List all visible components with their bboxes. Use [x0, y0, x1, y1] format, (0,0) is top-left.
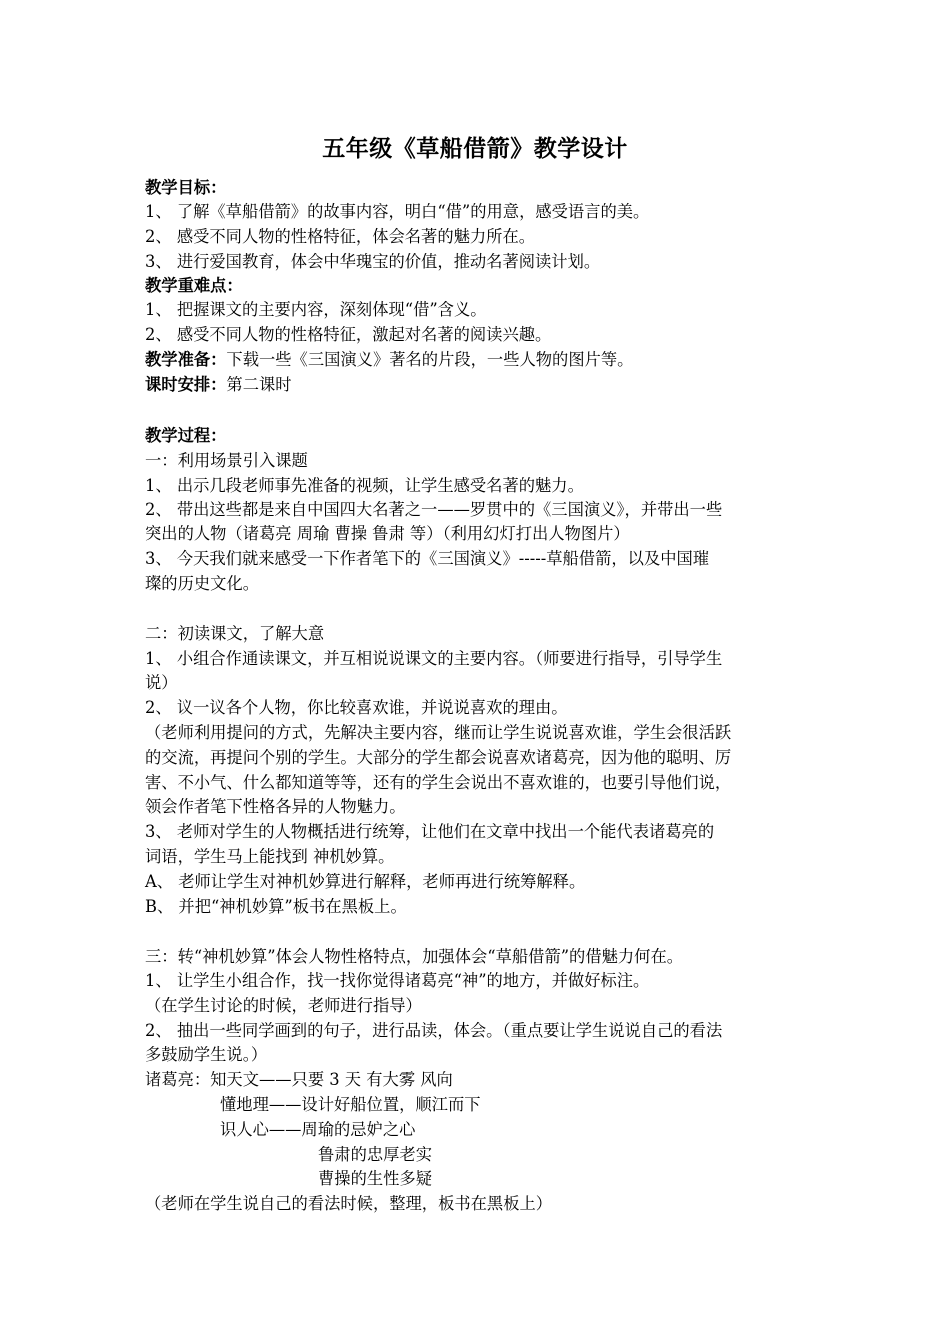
keypoints-heading: 教学重难点：	[145, 276, 243, 295]
schedule-label: 课时安排：	[145, 375, 227, 394]
prep-line	[145, 348, 633, 372]
process-line: 2、 带出这些都是来自中国四大名著之一——罗贯中的《三国演义》，并带出一些	[145, 500, 723, 519]
keypoint-item: 1、 把握课文的主要内容，深刻体现“借”含义。	[145, 300, 487, 319]
process-line: 突出的人物（诸葛亮 周瑜 曹操 鲁肃 等）（利用幻灯打出人物图片）	[145, 524, 630, 543]
prep-text: 下载一些《三国演义》著名的片段，一些人物的图片等。	[226, 350, 634, 369]
process-line: （老师利用提问的方式，先解决主要内容，继而让学生说说喜欢谁，学生会很活跃	[145, 723, 732, 742]
process-line: B、 并把“神机妙算”板书在黑板上。	[145, 897, 407, 916]
process-line: 3、 老师对学生的人物概括进行统筹，让他们在文章中找出一个能代表诸葛亮的	[145, 822, 715, 841]
schedule-text: 第二课时	[226, 375, 292, 394]
goal-item: 3、 进行爱国教育，体会中华瑰宝的价值，推动名著阅读计划。	[145, 252, 601, 271]
process-line: 璨的历史文化。	[145, 574, 259, 593]
process-line: 的交流，再提问个别的学生。大部分的学生都会说喜欢诸葛亮，因为他的聪明、厉	[145, 748, 732, 767]
board-line: 诸葛亮：知天文——只要 3 天 有大雾 风向	[145, 1070, 453, 1089]
process-line: 害、不小气、什么都知道等等，还有的学生会说出不喜欢谁的，也要引导他们说，	[145, 773, 732, 792]
goal-item: 1、 了解《草船借箭》的故事内容，明白“借”的用意，感受语言的美。	[145, 202, 650, 221]
process-line: 说）	[145, 673, 178, 692]
prep-label: 教学准备：	[145, 350, 227, 369]
process-line: 1、 出示几段老师事先准备的视频，让学生感受名著的魅力。	[145, 476, 584, 495]
process-line: （在学生讨论的时候，老师进行指导）	[145, 996, 422, 1015]
process-line: 1、 小组合作通读课文，并互相说说课文的主要内容。（师要进行指导，引导学生	[145, 649, 723, 668]
goals-heading: 教学目标：	[145, 178, 227, 197]
process-line: A、 老师让学生对神机妙算进行解释，老师再进行统筹解释。	[145, 872, 586, 891]
goal-item: 2、 感受不同人物的性格特征，体会名著的魅力所在。	[145, 227, 536, 246]
process-line: 1、 让学生小组合作，找一找你觉得诸葛亮“神”的地方，并做好标注。	[145, 971, 650, 990]
process-heading: 教学过程：	[145, 426, 227, 445]
process-line: 多鼓励学生说。）	[145, 1045, 268, 1064]
section-heading: 三：转“神机妙算”体会人物性格特点，加强体会“草船借箭”的借魅力何在。	[145, 947, 684, 966]
process-line: 词语，学生马上能找到 神机妙算。	[145, 847, 395, 866]
board-line: 鲁肃的忠厚老实	[318, 1145, 432, 1164]
process-line: 3、 今天我们就来感受一下作者笔下的《三国演义》-----草船借箭，以及中国璀	[145, 549, 710, 568]
section-heading: 二：初读课文，了解大意	[145, 624, 325, 643]
keypoint-item: 2、 感受不同人物的性格特征，激起对名著的阅读兴趣。	[145, 325, 552, 344]
process-line: （老师在学生说自己的看法时候，整理，板书在黑板上）	[145, 1194, 553, 1213]
page-title: 五年级《草船借箭》教学设计	[322, 136, 628, 162]
board-line: 曹操的生性多疑	[318, 1169, 432, 1188]
process-line: 领会作者笔下性格各异的人物魅力。	[145, 797, 406, 816]
board-line: 懂地理——设计好船位置，顺江而下	[220, 1095, 481, 1114]
section-heading: 一：利用场景引入课题	[145, 451, 308, 470]
process-line: 2、 议一议各个人物，你比较喜欢谁，并说说喜欢的理由。	[145, 698, 568, 717]
schedule-line	[145, 373, 292, 397]
process-line: 2、 抽出一些同学画到的句子，进行品读，体会。（重点要让学生说说自己的看法	[145, 1021, 723, 1040]
board-line: 识人心——周瑜的忌妒之心	[220, 1120, 416, 1139]
